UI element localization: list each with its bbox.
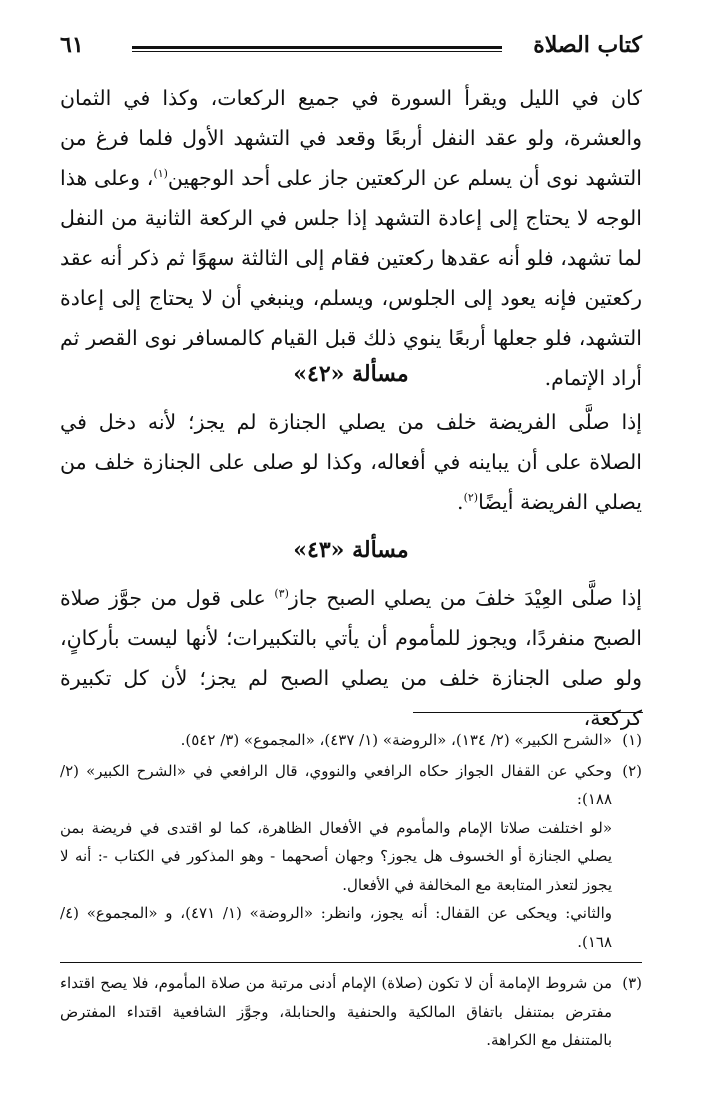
issue-paragraph-42: [60, 402, 642, 522]
issue-paragraph-43: [60, 578, 642, 738]
footnote-number: (٣): [622, 974, 642, 992]
footnote-number: (٢): [622, 761, 642, 780]
paragraph-text: .: [457, 490, 464, 514]
page-header: [60, 30, 642, 60]
paragraph-text: إذا صلَّى الفريضة خلف من يصلي الجنازة لم يجز؛ لأنه دخل في الصلاة على أن يباينه في أفعاله، وكذا لو صلى على الجنازة خلف من يصلي الفريضة أيضًا: [60, 410, 642, 514]
footnote-ref: (١): [153, 167, 168, 181]
footnote-text: والثاني: ويحكى عن القفال: أنه يجوز، وانظر: «الروضة» (١/ ٤٧١)، و «المجموع» (٤/ ١٦٨).: [60, 904, 613, 951]
footnote-ref: (٣): [274, 587, 289, 601]
footnote-divider: [60, 962, 642, 963]
footnote-separator: [413, 712, 643, 713]
paragraph-text: كان في الليل ويقرأ السورة في جميع الركعات، وكذا في الثمان والعشرة، ولو عقد النفل أربعًا وقعد في التشهد الأول فلما فرغ من التشهد نوى أن يسلم عن الركعتين جاز على أحد الوجهين: [60, 86, 642, 190]
footnote-quote: «لو اختلفت صلاتا الإمام والمأموم في الأفعال الظاهرة، كما لو اقتدى في فريضة بمن يصلي الجنازة أو الخسوف هل يجوز؟ وجهان أصحهما - وهو المذكور في الكتاب -: أنه لا يجوز لتعذر المتابعة مع المخالفة في الأفعال.: [60, 818, 612, 894]
footnote-2: [60, 757, 642, 957]
issue-heading-42: مسألة «٤٢»: [293, 361, 409, 387]
footnote-text: وحكي عن القفال الجواز حكاه الرافعي والنووي، قال الرافعي في «الشرح الكبير» (٢/ ١٨٨):: [60, 761, 612, 808]
footnote-text: «الشرح الكبير» (٢/ ١٣٤)، «الروضة» (١/ ٤٣٧)، «المجموع» (٣/ ٥٤٢).: [180, 731, 612, 749]
footnotes: [60, 726, 642, 1057]
footnote-text: من شروط الإمامة أن لا تكون (صلاة) الإمام أدنى مرتبة من صلاة المأموم، فلا يصح اقتداء مفترض بمتنفل باتفاق المالكية والحنفية والحنابلة، وجوَّز الشافعية اقتداء المفترض بالمتنفل مع الكراهة.: [60, 974, 612, 1049]
paragraph-continuation: [60, 78, 642, 398]
issue-heading-43: مسألة «٤٣»: [293, 537, 409, 563]
page-number: ٦١: [60, 32, 84, 58]
paragraph-text: ، وعلى هذا الوجه لا يحتاج إلى إعادة التشهد إذا جلس في الركعة الثانية من النفل لما تشهد، فلو أنه عقدها ركعتين فقام إلى الثالثة سهوًا ثم ذكر أنه عقد ركعتين فإنه يعود إلى الجلوس، ويسلم، وينبغي أن لا يحتاج إلى إعادة التشهد، فلو جعلها أربعًا ينوي ذلك قبل القيام كالمسافر نوى القصر ثم أراد الإتمام.: [60, 166, 642, 390]
footnote-1: [60, 726, 642, 755]
paragraph-text: على قول من جوَّز صلاة الصبح منفردًا، ويجوز للمأموم أن يأتي بالتكبيرات؛ لأنها ليست بأركانٍ، ولو صلى الجنازة خلف من يصلي الصبح لم يجز؛ لأن كل تكبيرة كركعة،: [60, 586, 642, 730]
footnote-3: [60, 969, 642, 1055]
paragraph-text: إذا صلَّى العِيْدَ خلفَ من يصلي الصبح جاز: [288, 586, 642, 610]
header-rule: [132, 46, 502, 52]
footnote-number: (١): [622, 731, 642, 749]
footnote-ref: (٢): [463, 491, 479, 505]
running-title: كتاب الصلاة: [533, 32, 642, 58]
